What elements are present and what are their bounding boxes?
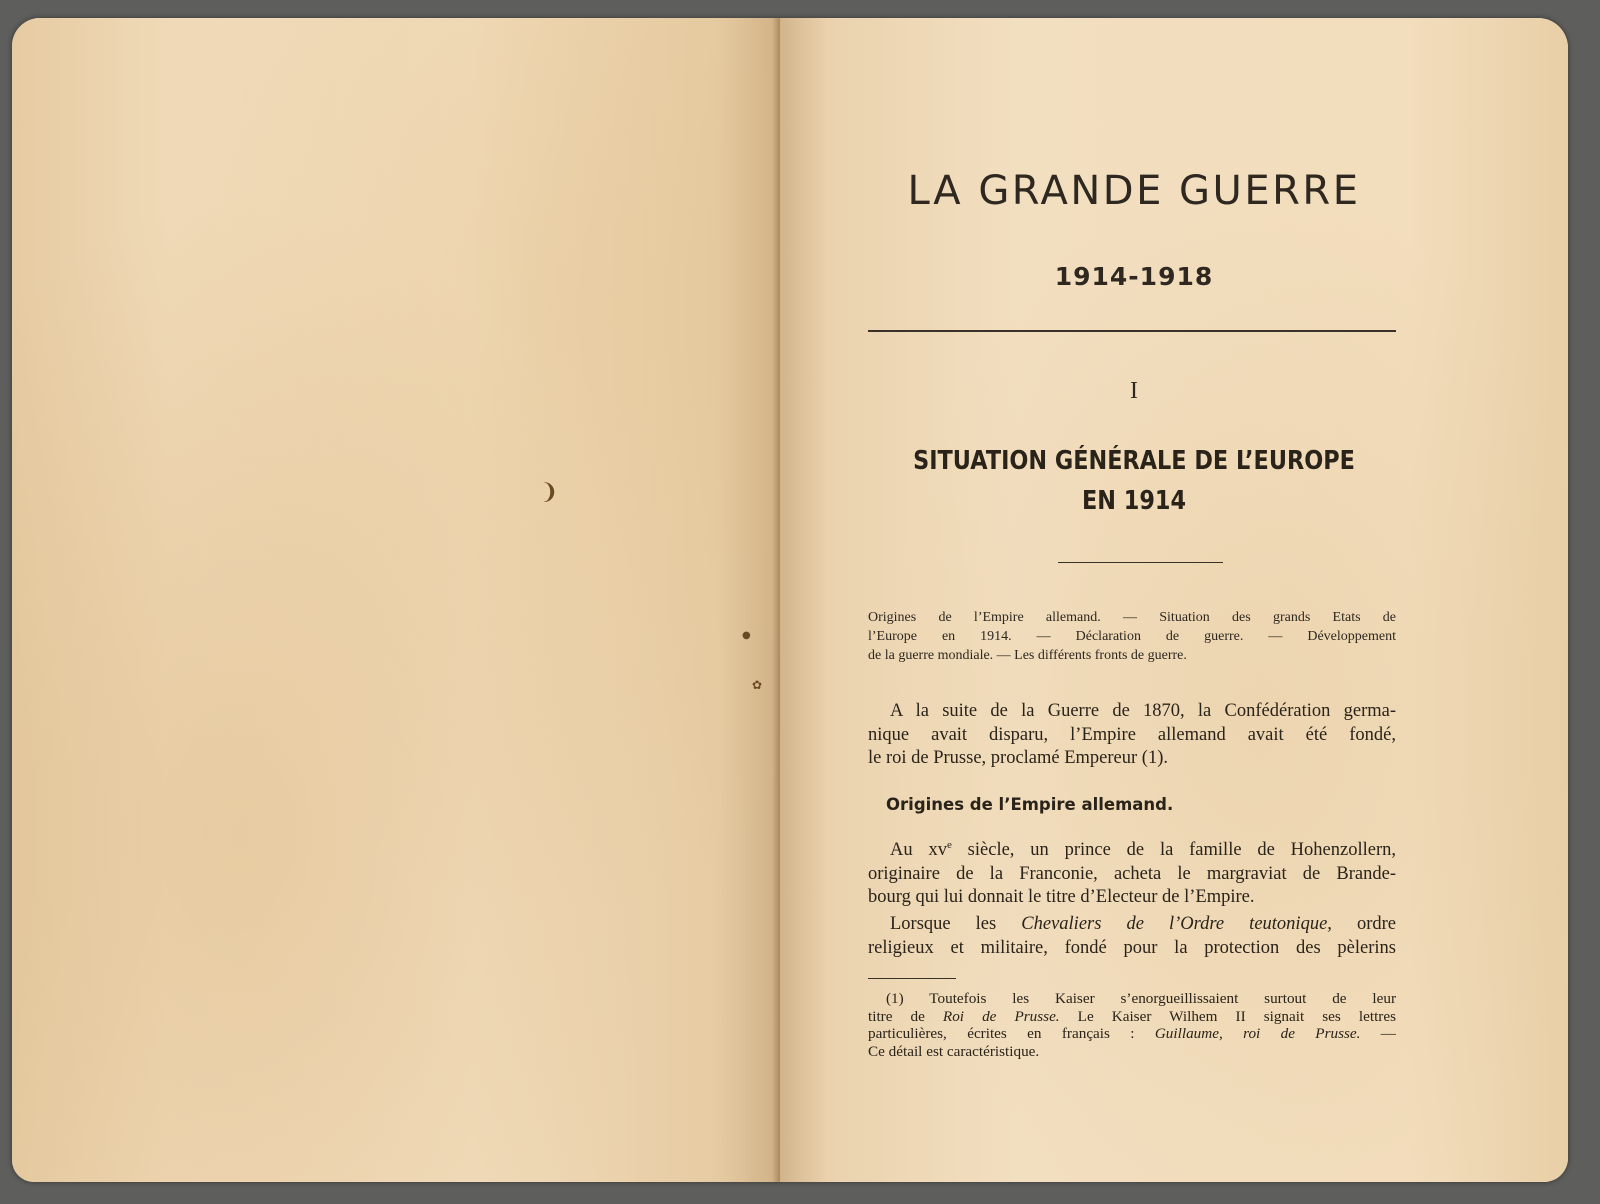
text-run: siècle, un prince de la famille de Hohenzollern, bbox=[951, 840, 1396, 861]
footnote-divider bbox=[868, 978, 956, 979]
chapter-summary bbox=[868, 608, 1396, 665]
chapter-divider bbox=[1058, 562, 1223, 563]
footnote-line bbox=[868, 1008, 1396, 1026]
paragraph-line: A la suite de la Guerre de 1870, la Confédération germa- bbox=[890, 701, 1396, 721]
paragraph-line: nique avait disparu, l’Empire allemand avait été fondé, bbox=[868, 724, 1396, 745]
text-run: — bbox=[1360, 1025, 1396, 1042]
paragraph-line: le roi de Prusse, proclamé Empereur (1). bbox=[868, 748, 1169, 768]
footnote bbox=[868, 990, 1396, 1060]
text-run: ordre bbox=[1331, 914, 1396, 934]
ink-stain-mark: ❩ bbox=[540, 480, 559, 505]
footnote-line bbox=[868, 1025, 1396, 1043]
chapter-number: I bbox=[1130, 378, 1138, 404]
italic-text: Guillaume, roi de Prusse. bbox=[1154, 1025, 1361, 1042]
superscript: e bbox=[946, 839, 952, 851]
footnote-line: Ce détail est caractéristique. bbox=[868, 1042, 1040, 1060]
footnote-line: (1) Toutefois les Kaiser s’enorgueillissaient surtout de leur bbox=[886, 990, 1396, 1007]
paragraph-line: originaire de la Franconie, acheta le margraviat de Brande- bbox=[868, 863, 1396, 884]
section-paragraph-1 bbox=[868, 834, 1396, 910]
right-page bbox=[780, 18, 1568, 1182]
summary-line: Origines de l’Empire allemand. — Situation des grands Etats de bbox=[868, 610, 1396, 625]
section-paragraph-2 bbox=[868, 913, 1396, 960]
text-run: Au xv bbox=[890, 840, 947, 861]
book-years: 1914-1918 bbox=[1054, 262, 1214, 291]
paragraph-line bbox=[868, 913, 1396, 937]
text-run: Lorsque les bbox=[890, 914, 1022, 934]
left-page-blank bbox=[12, 18, 780, 1182]
title-divider bbox=[868, 330, 1396, 332]
chapter-title-line: SITUATION GÉNÉRALE DE L’EUROPE bbox=[913, 446, 1355, 476]
paragraph-line: bourg qui lui donnait le titre d’Electeur de l’Empire. bbox=[868, 887, 1255, 908]
text-run: titre de bbox=[868, 1007, 943, 1025]
chapter-title bbox=[905, 441, 1363, 521]
ink-speck: ● bbox=[742, 630, 751, 641]
book-title: LA GRANDE GUERRE bbox=[907, 168, 1361, 214]
text-run: Le Kaiser Wilhem II signait ses lettres bbox=[1059, 1007, 1396, 1025]
italic-text: Roi de Prusse. bbox=[942, 1007, 1060, 1025]
summary-line: de la guerre mondiale. — Les différents fronts de guerre. bbox=[868, 648, 1187, 663]
open-book bbox=[12, 18, 1568, 1182]
intro-paragraph bbox=[868, 700, 1396, 771]
ink-speck: ✿ bbox=[752, 678, 763, 692]
section-heading: Origines de l’Empire allemand. bbox=[886, 795, 1174, 814]
italic-text: Chevaliers de l’Ordre teutonique, bbox=[1021, 914, 1332, 934]
paragraph-line bbox=[868, 834, 1396, 863]
paragraph-line: religieux et militaire, fondé pour la protection des pèlerins bbox=[868, 937, 1396, 958]
summary-line: l’Europe en 1914. — Déclaration de guerre. — Développement bbox=[868, 629, 1396, 644]
text-run: particulières, écrites en français : bbox=[868, 1025, 1155, 1042]
chapter-title-line: EN 1914 bbox=[1081, 486, 1187, 516]
